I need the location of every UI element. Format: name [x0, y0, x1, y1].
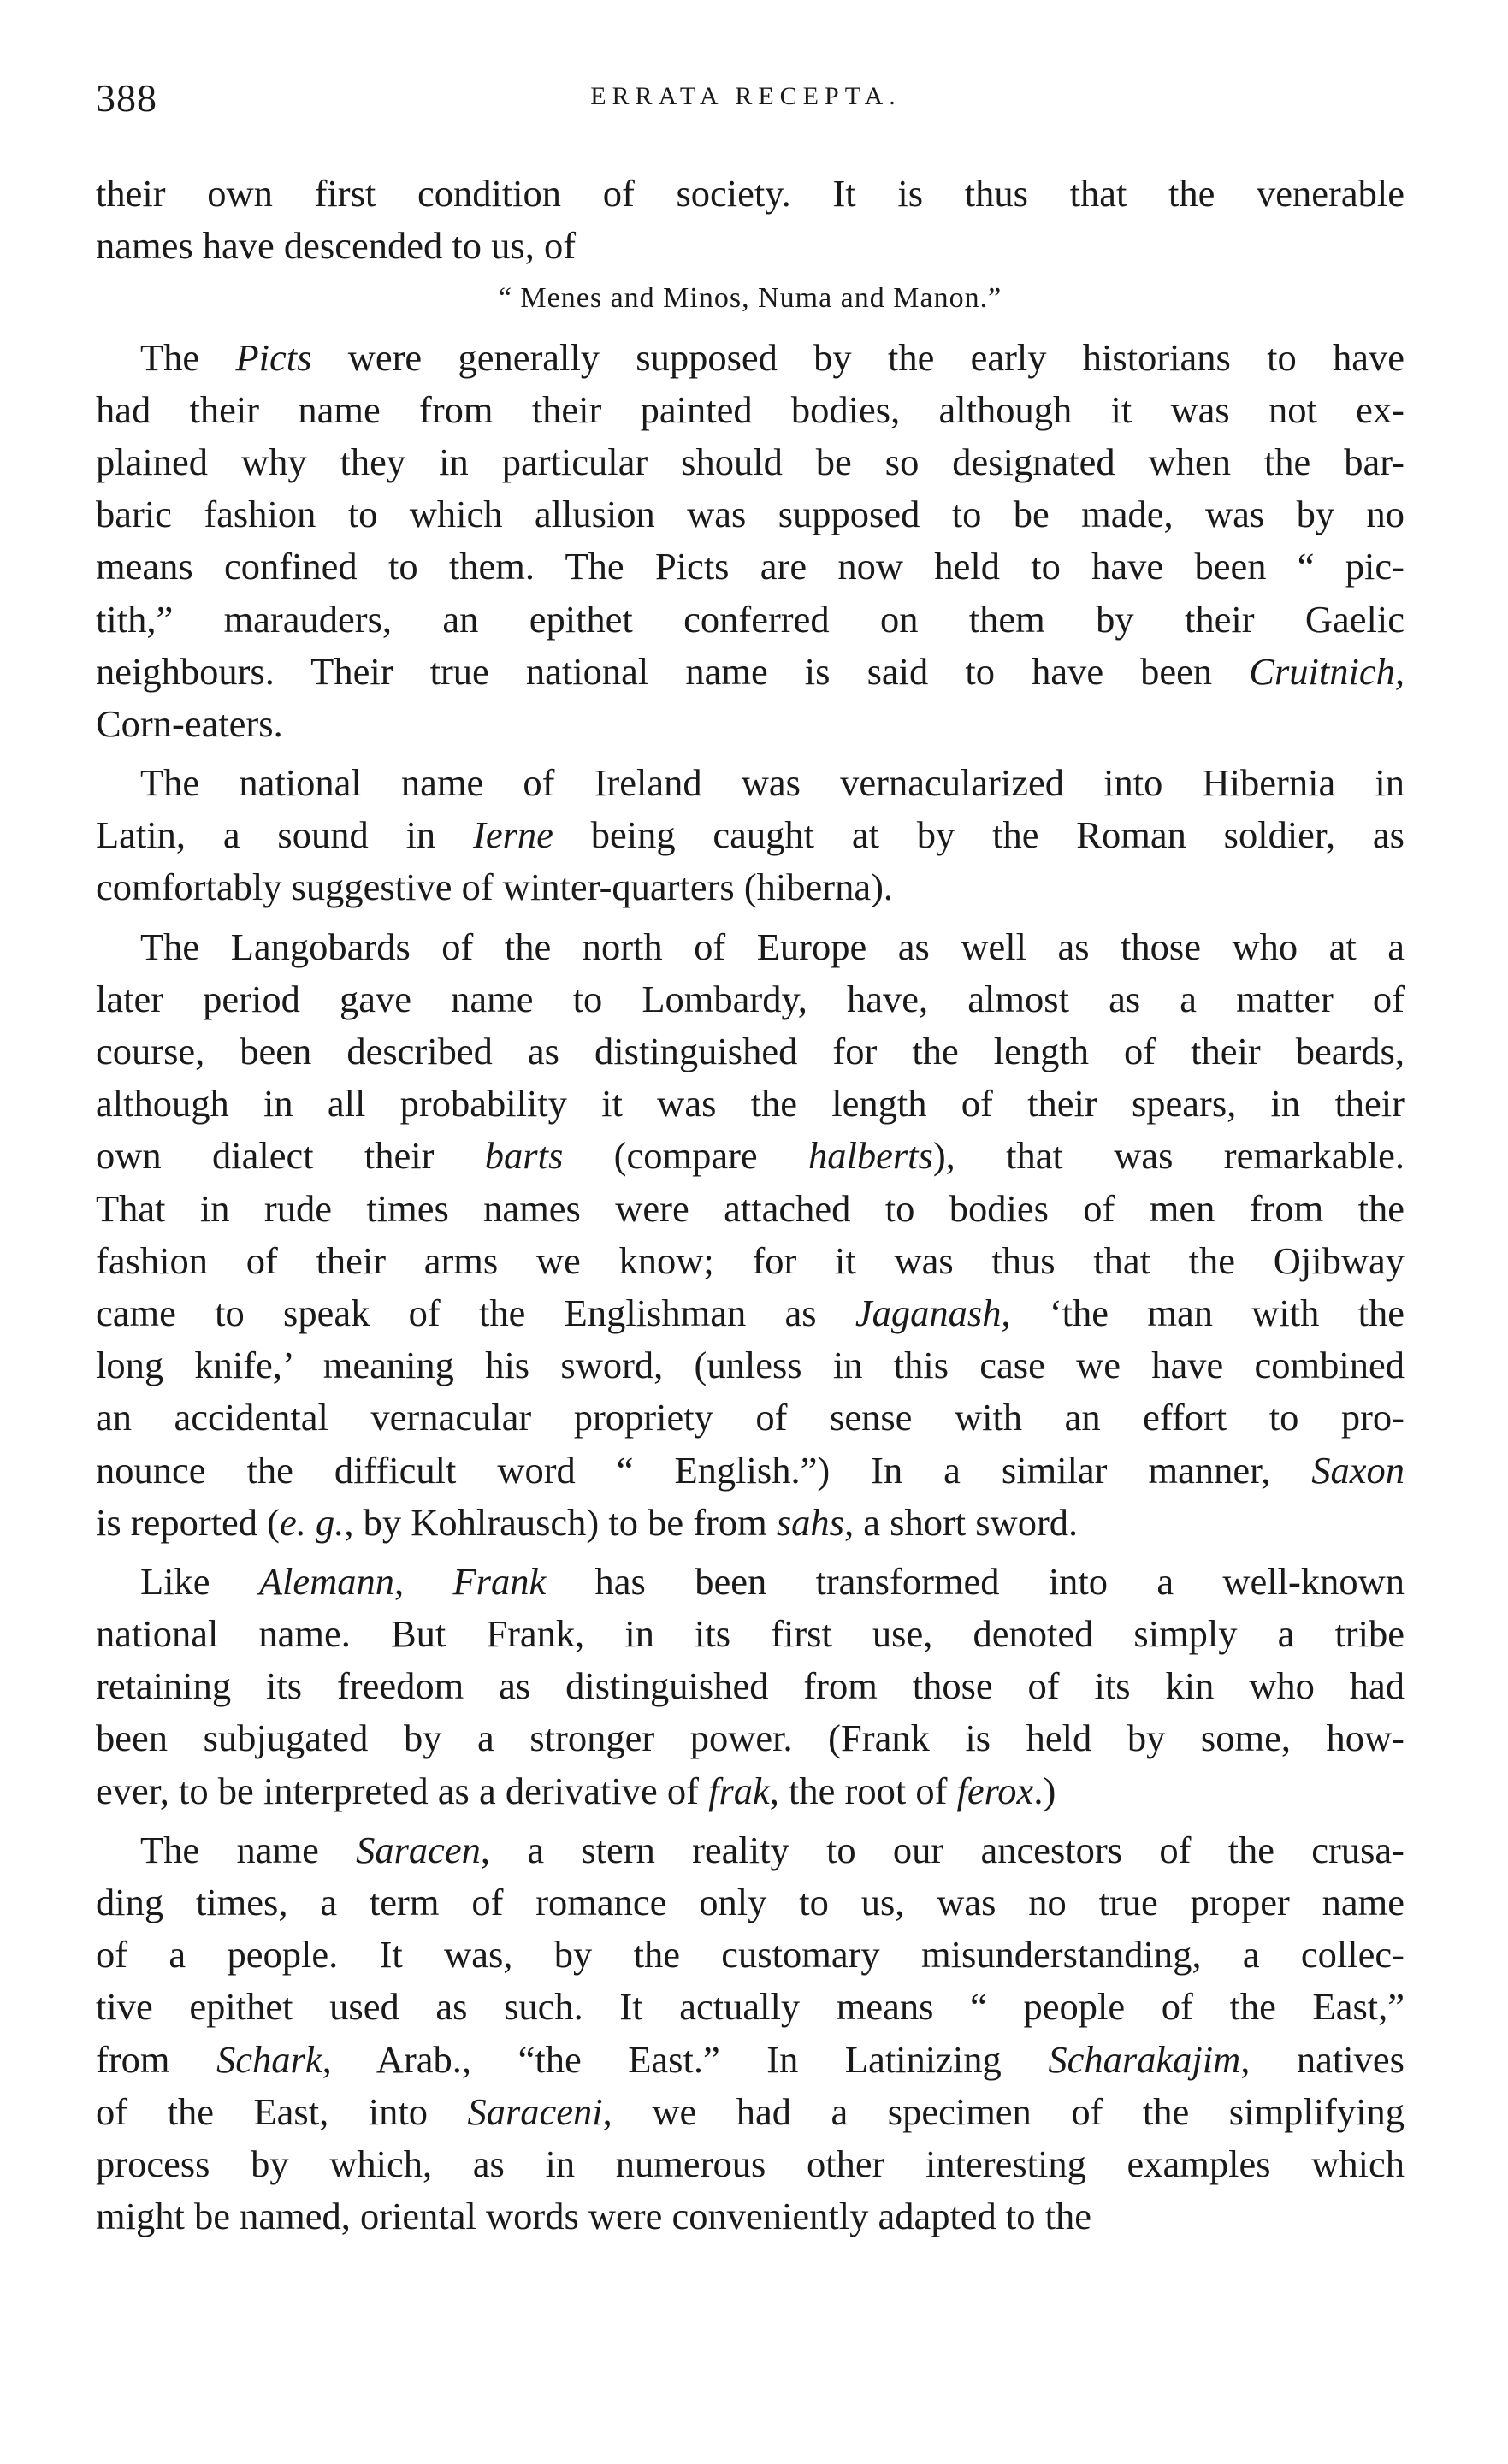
body-text	[96, 168, 1405, 2242]
text-line	[96, 2034, 1405, 2086]
text-run: ,	[394, 1559, 453, 1603]
italic-run: barts	[484, 1134, 564, 1178]
block-quote	[96, 272, 1405, 324]
paragraph-gap	[96, 750, 1405, 757]
paragraph-gap	[96, 1549, 1405, 1556]
text-run: “ Menes and Minos, Numa and Manon.”	[498, 282, 1002, 315]
text-run: of the East, into	[96, 2089, 468, 2133]
italic-run: Alemann	[258, 1559, 395, 1603]
text-run: has been transformed into a well-known	[546, 1559, 1405, 1603]
text-run: fashion of their arms we know; for it was thus that the Ojibway	[96, 1238, 1405, 1282]
text-line	[96, 1235, 1405, 1287]
paragraph	[96, 332, 1405, 751]
page-number: 388	[96, 76, 157, 120]
text-run: ding times, a term of romance only to us, was no true proper name	[96, 1881, 1405, 1923]
text-run: been subjugated by a stronger power. (Frank is held by some, how-	[96, 1717, 1405, 1760]
text-line	[96, 1078, 1405, 1130]
text-run: neighbours. Their true national name is said to have been	[96, 649, 1250, 693]
text-run: Like	[140, 1559, 259, 1603]
text-run: being caught at by the Roman soldier, as	[553, 813, 1405, 857]
text-run: tith,” marauders, an epithet conferred on them by their Gaelic	[96, 597, 1405, 641]
text-run: ever, to be interpreted as a derivative of	[96, 1769, 709, 1812]
italic-run: ferox	[956, 1769, 1034, 1812]
paragraph	[96, 921, 1405, 1549]
paragraph	[96, 1824, 1405, 2243]
text-run: had their name from their painted bodies, although it was not ex-	[96, 387, 1405, 431]
text-line	[96, 1765, 1405, 1817]
text-run: , ‘the man with the	[1001, 1291, 1405, 1334]
text-run: nounce the difficult word “ English.”) In a similar manner,	[96, 1448, 1312, 1492]
text-line	[96, 1183, 1405, 1235]
text-run: The national name of Ireland was vernacularized into Hibernia in	[140, 761, 1405, 805]
text-run: course, been described as distinguished for the length of their beards,	[96, 1030, 1405, 1072]
italic-run: Saracen	[356, 1828, 481, 1871]
italic-run: Saxon	[1311, 1448, 1405, 1492]
text-line	[96, 1876, 1405, 1929]
text-line	[96, 1339, 1405, 1392]
text-line	[96, 1287, 1405, 1339]
text-run: from	[96, 2037, 217, 2081]
paragraph	[96, 168, 1405, 272]
text-run: means confined to them. The Picts are now held to have been “ pic-	[96, 545, 1405, 588]
text-run: were generally supposed by the early historians to have	[311, 335, 1405, 379]
text-run: , by Kohlrausch) to be from	[344, 1500, 777, 1544]
italic-run: frak	[708, 1769, 770, 1812]
text-run: is reported (	[96, 1500, 281, 1544]
text-line	[96, 757, 1405, 809]
text-line	[96, 698, 1405, 750]
text-run: The Langobards of the north of Europe as well as those who at a	[140, 925, 1405, 968]
italic-run: Ierne	[473, 813, 553, 857]
text-run: Corn-eaters.	[96, 701, 283, 745]
paragraph-gap	[96, 1817, 1405, 1824]
text-run: national name. But Frank, in its first use, denoted simply a tribe	[96, 1612, 1405, 1656]
paragraph-gap	[96, 914, 1405, 921]
text-run: The	[140, 335, 236, 379]
text-line	[96, 1497, 1405, 1549]
text-run: , the root of	[769, 1769, 957, 1812]
italic-run: e. g.	[280, 1500, 345, 1544]
text-line	[96, 541, 1405, 593]
paragraph	[96, 757, 1405, 914]
text-line	[96, 2190, 1405, 2242]
text-run: their own first condition of society. It is thus that the venerable	[96, 172, 1405, 215]
text-run: long knife,’ meaning his sword, (unless in this case we have combined	[96, 1344, 1405, 1387]
text-line	[96, 861, 1405, 913]
text-line	[96, 488, 1405, 541]
text-line	[96, 973, 1405, 1025]
text-line	[96, 332, 1405, 384]
text-run: (compare	[563, 1134, 808, 1178]
text-line	[96, 1130, 1405, 1182]
text-line	[96, 220, 1405, 272]
text-run: own dialect their	[96, 1134, 485, 1178]
text-line	[96, 809, 1405, 861]
text-line	[96, 436, 1405, 488]
text-run: comfortably suggestive of winter-quarters (hiberna).	[96, 866, 894, 909]
italic-run: Frank	[452, 1559, 547, 1603]
italic-run: Schark	[216, 2037, 322, 2081]
text-line	[96, 1445, 1405, 1497]
text-run: came to speak of the Englishman as	[96, 1291, 855, 1334]
text-run: , a short sword.	[844, 1500, 1079, 1544]
paragraph-gap	[96, 325, 1405, 332]
text-line	[96, 1556, 1405, 1608]
text-run: .)	[1033, 1769, 1056, 1812]
running-head	[96, 75, 1396, 127]
paragraph	[96, 1556, 1405, 1817]
text-line	[96, 1981, 1405, 2033]
text-run: process by which, as in numerous other interesting examples which	[96, 2142, 1405, 2185]
italic-run: Jaganash	[855, 1291, 1002, 1334]
text-line	[96, 921, 1405, 973]
text-line	[96, 1712, 1405, 1764]
text-run: , we had a specimen of the simplifying	[602, 2089, 1405, 2133]
text-line	[96, 1025, 1405, 1078]
text-run: That in rude times names were attached to bodies of men from the	[96, 1186, 1405, 1230]
italic-run: sahs	[776, 1500, 844, 1544]
text-run: retaining its freedom as distinguished from those of its kin who had	[96, 1664, 1405, 1708]
text-run: , Arab., “the East.” In Latinizing	[322, 2037, 1049, 2081]
text-line	[96, 2086, 1405, 2138]
italic-run: halberts	[807, 1134, 933, 1178]
italic-run: Saraceni	[467, 2089, 603, 2133]
text-run: ), that was remarkable.	[932, 1134, 1405, 1178]
text-line	[96, 1824, 1405, 1876]
text-line	[96, 1660, 1405, 1712]
text-run: although in all probability it was the length of their spears, in their	[96, 1082, 1405, 1126]
text-line	[96, 2138, 1405, 2190]
text-line	[96, 1929, 1405, 1981]
text-run: names have descended to us, of	[96, 224, 577, 268]
text-run: plained why they in particular should be so designated when the bar-	[96, 440, 1405, 483]
text-line	[96, 1392, 1405, 1444]
text-line	[96, 168, 1405, 220]
italic-run: Picts	[235, 335, 312, 379]
text-line	[96, 272, 1405, 324]
text-run: tive epithet used as such. It actually means “ people of the East,”	[96, 1985, 1405, 2029]
text-run: later period gave name to Lombardy, have, almost as a matter of	[96, 977, 1405, 1020]
text-run: might be named, oriental words were conveniently adapted to the	[96, 2195, 1092, 2238]
text-line	[96, 1608, 1405, 1660]
text-line	[96, 646, 1405, 698]
text-run: , natives	[1240, 2037, 1405, 2081]
text-run: The name	[140, 1828, 357, 1871]
italic-run: Cruitnich,	[1249, 649, 1405, 693]
italic-run: Scharakajim	[1048, 2037, 1241, 2081]
text-run: , a stern reality to our ancestors of the crusa-	[480, 1828, 1405, 1871]
text-run: Latin, a sound in	[96, 813, 473, 857]
text-line	[96, 594, 1405, 646]
text-line	[96, 384, 1405, 436]
running-title: ERRATA RECEPTA.	[590, 82, 902, 110]
text-run: of a people. It was, by the customary misunderstanding, a collec-	[96, 1933, 1405, 1977]
text-run: baric fashion to which allusion was supposed to be made, was by no	[96, 493, 1405, 536]
text-run: an accidental vernacular propriety of sense with an effort to pro-	[96, 1396, 1405, 1439]
